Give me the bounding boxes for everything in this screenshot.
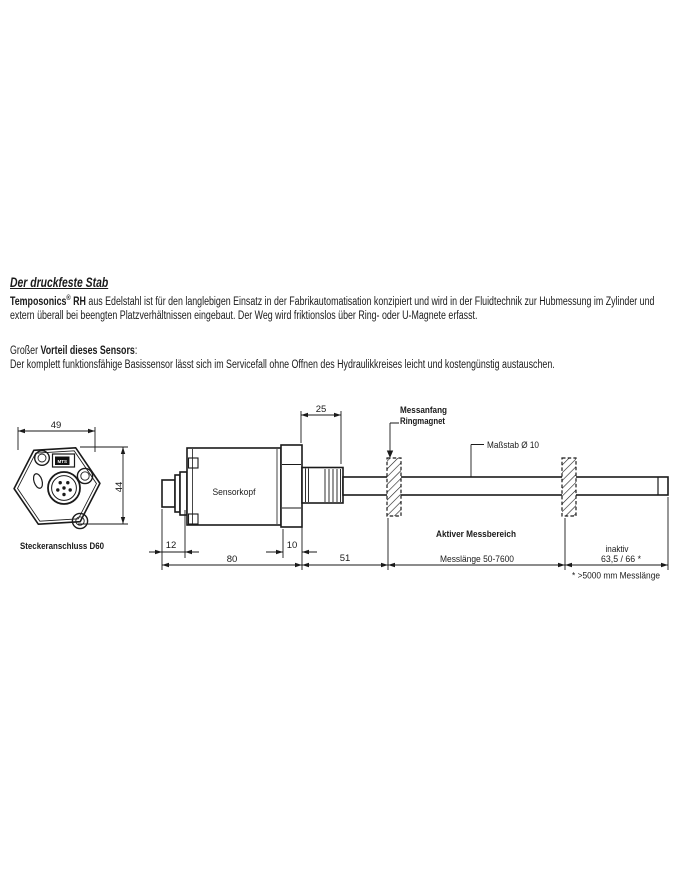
dim-49-value: 49 [50,420,62,431]
ring-magnet-end [562,458,576,516]
intro-paragraph-line1: Temposonics® RH aus Edelstahl ist für den langlebigen Einsatz in der Fabrikautomatisation konzipiert und wird in der Fluidtechnik zur Hubmessung im Zylinder und [10,293,655,308]
advantage-line: Großer Vorteil dieses Sensors: [10,345,138,357]
advantage-paragraph: Der komplett funktionsfähige Basissensor lässt sich im Servicefall ohne Öffnen des Hydraulikkreises leicht und kostengünstig austauschen. [10,359,555,371]
connector-stub [162,472,187,515]
intro-paragraph [10,291,654,323]
dim-12-value: 12 [165,540,177,551]
dim-51-value: 51 [339,553,351,564]
rod-callout [471,440,539,477]
connector-pin [62,493,65,496]
connector-pin [62,486,65,489]
front-view-caption: Steckeranschluss D60 [20,541,104,552]
dim-25 [301,404,341,464]
sensor-head [187,448,281,525]
front-view [12,420,128,552]
dim-80-value: 80 [226,554,238,565]
measuring-length-label: Messlänge 50-7600 [440,554,514,565]
sensor-head-label: Sensorkopf [212,487,256,498]
measure-start-line2: Ringmagnet [400,416,446,427]
technical-drawing [0,390,700,590]
ring-magnet-start [387,458,401,516]
dim-25-value: 25 [315,404,327,415]
inactive-label: inaktiv [605,544,629,555]
side-view [149,404,668,582]
dim-10-value: 10 [286,540,298,551]
registered-mark: ® [66,293,71,302]
active-range-label: Aktiver Messbereich [436,529,517,540]
measure-start-callout [387,405,447,458]
inactive-dim-value: 63,5 / 66 * [601,554,642,565]
connector-pin [69,488,72,491]
threaded-gland [302,468,343,504]
mts-logo-text: MTS [57,459,68,464]
connector-pin [59,481,62,484]
dim-44-value: 44 [114,481,125,493]
intro-paragraph-line2: extern überall bei beengten Platzverhältnissen eingebaut. Der Weg wird friktionslos über Ring- oder U-Magnete erfasst. [10,309,478,322]
connector-pin [56,488,59,491]
measure-start-line1: Messanfang [400,405,448,416]
flange-side [281,445,302,527]
rod-label: Maßstab Ø 10 [487,440,539,451]
connector-pin [66,481,69,484]
footnote: * >5000 mm Messlänge [572,570,660,582]
section-heading: Der druckfeste Stab [10,275,109,290]
brand-name: Temposonics® RH [10,293,86,308]
